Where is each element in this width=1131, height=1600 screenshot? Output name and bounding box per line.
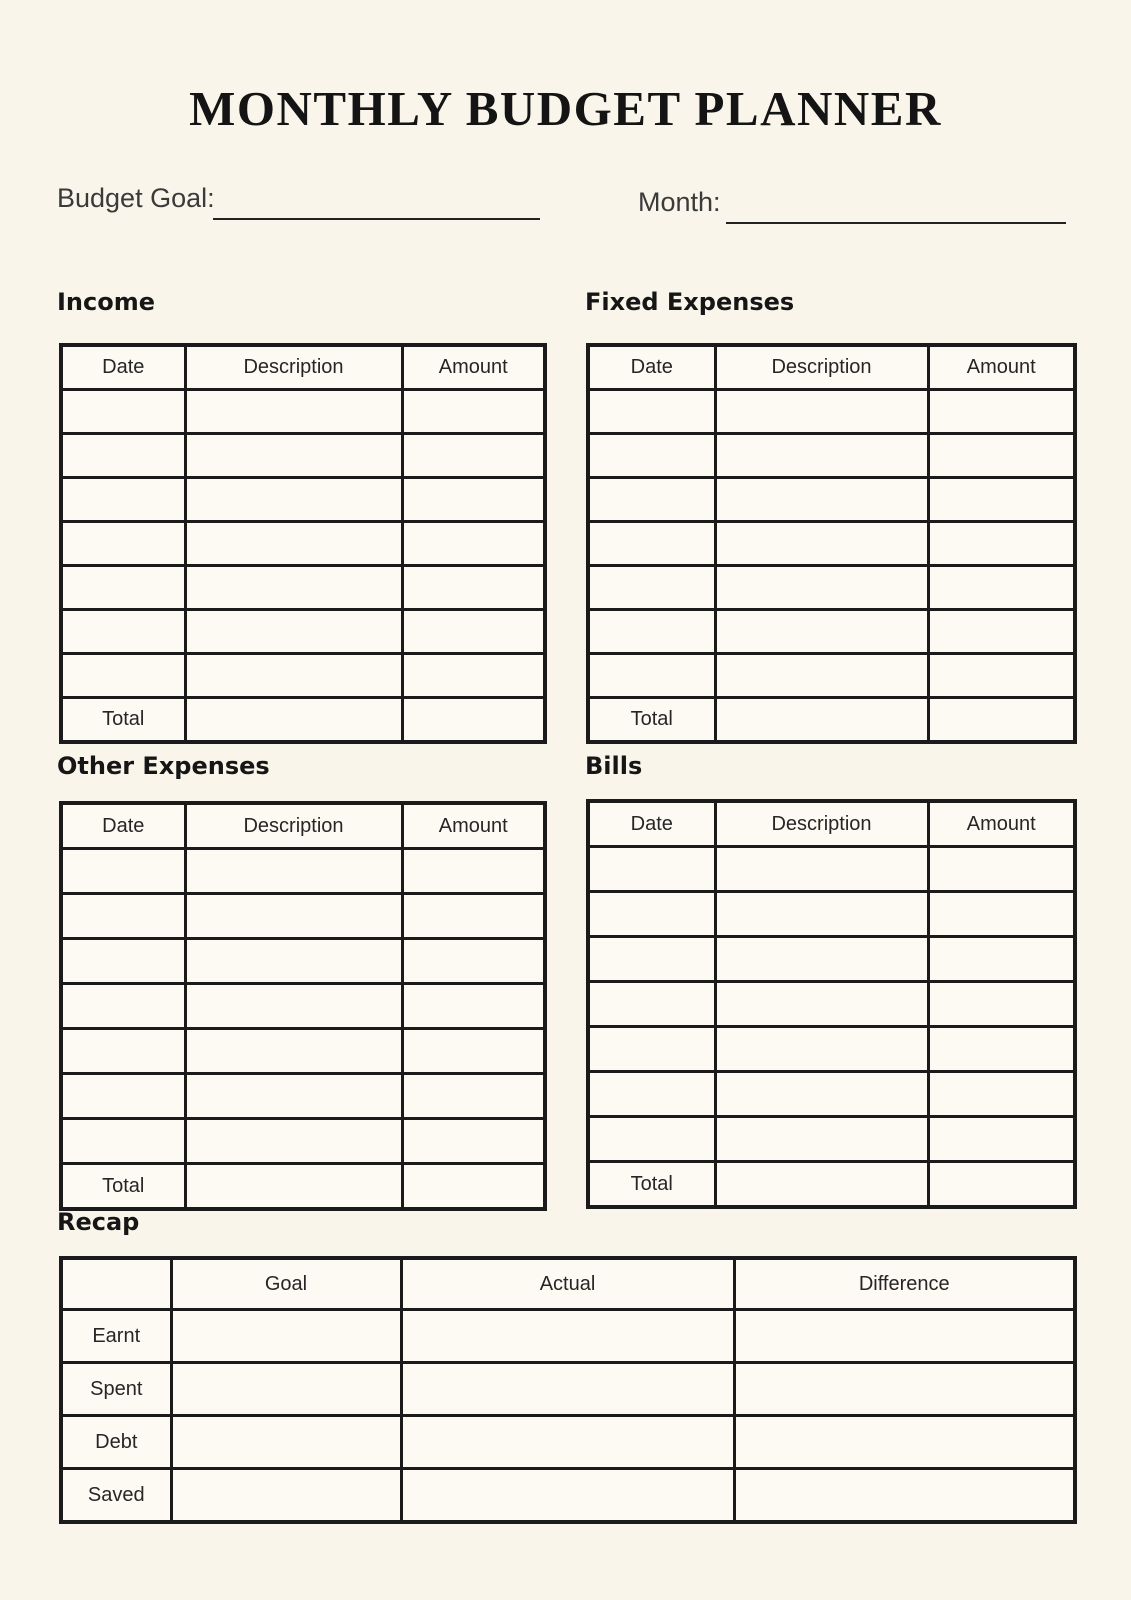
date-column-header: Date bbox=[61, 345, 185, 390]
date-cell[interactable] bbox=[61, 610, 185, 654]
bills-table bbox=[586, 799, 1077, 1209]
description-cell[interactable] bbox=[185, 1029, 402, 1074]
actual-cell[interactable] bbox=[401, 1363, 734, 1416]
recap-row-label: Spent bbox=[61, 1363, 171, 1416]
date-cell[interactable] bbox=[61, 939, 185, 984]
table-row bbox=[588, 566, 1075, 610]
description-cell[interactable] bbox=[715, 1027, 928, 1072]
recap-row-saved bbox=[61, 1469, 1075, 1523]
total-amount-cell[interactable] bbox=[402, 698, 545, 743]
amount-cell[interactable] bbox=[928, 847, 1075, 892]
date-cell[interactable] bbox=[61, 434, 185, 478]
description-cell[interactable] bbox=[185, 434, 402, 478]
date-cell[interactable] bbox=[61, 522, 185, 566]
page-title: MONTHLY BUDGET PLANNER bbox=[189, 81, 942, 136]
table-row bbox=[61, 478, 545, 522]
table-row bbox=[61, 390, 545, 434]
date-cell[interactable] bbox=[588, 654, 715, 698]
table-row bbox=[61, 434, 545, 478]
description-cell[interactable] bbox=[185, 1074, 402, 1119]
table-row bbox=[61, 939, 545, 984]
date-cell[interactable] bbox=[588, 892, 715, 937]
description-cell[interactable] bbox=[715, 847, 928, 892]
amount-cell[interactable] bbox=[928, 522, 1075, 566]
goal-cell[interactable] bbox=[171, 1363, 401, 1416]
section-title-recap: Recap bbox=[57, 1208, 140, 1236]
amount-cell[interactable] bbox=[402, 654, 545, 698]
date-cell[interactable] bbox=[588, 847, 715, 892]
date-cell[interactable] bbox=[61, 478, 185, 522]
description-cell[interactable] bbox=[185, 894, 402, 939]
amount-cell[interactable] bbox=[928, 982, 1075, 1027]
description-cell[interactable] bbox=[185, 849, 402, 894]
amount-cell[interactable] bbox=[402, 1074, 545, 1119]
goal-cell[interactable] bbox=[171, 1416, 401, 1469]
total-row bbox=[61, 1164, 545, 1210]
recap-row-label: Earnt bbox=[61, 1310, 171, 1363]
total-row bbox=[61, 698, 545, 743]
recap-row-earnt bbox=[61, 1310, 1075, 1363]
amount-cell[interactable] bbox=[402, 610, 545, 654]
table-row bbox=[61, 894, 545, 939]
date-cell[interactable] bbox=[588, 390, 715, 434]
section-title-income: Income bbox=[57, 288, 156, 316]
table-row bbox=[61, 1074, 545, 1119]
total-description-cell[interactable] bbox=[715, 698, 928, 743]
description-cell[interactable] bbox=[185, 984, 402, 1029]
section-title-bills: Bills bbox=[585, 752, 643, 780]
description-cell[interactable] bbox=[715, 566, 928, 610]
description-column-header: Description bbox=[185, 803, 402, 849]
amount-column-header: Amount bbox=[928, 801, 1075, 847]
description-cell[interactable] bbox=[185, 939, 402, 984]
table-row bbox=[588, 937, 1075, 982]
amount-column-header: Amount bbox=[402, 345, 545, 390]
amount-cell[interactable] bbox=[928, 937, 1075, 982]
actual-cell[interactable] bbox=[401, 1469, 734, 1523]
amount-cell[interactable] bbox=[928, 610, 1075, 654]
table-row bbox=[588, 522, 1075, 566]
amount-cell[interactable] bbox=[402, 939, 545, 984]
difference-column-header: Difference bbox=[734, 1258, 1075, 1310]
table-row bbox=[588, 434, 1075, 478]
table-row bbox=[588, 1117, 1075, 1162]
amount-cell[interactable] bbox=[402, 894, 545, 939]
table-row bbox=[588, 892, 1075, 937]
actual-cell[interactable] bbox=[401, 1310, 734, 1363]
date-cell[interactable] bbox=[588, 434, 715, 478]
month-field[interactable] bbox=[726, 190, 1066, 224]
amount-cell[interactable] bbox=[928, 1027, 1075, 1072]
description-cell[interactable] bbox=[715, 1072, 928, 1117]
recap-corner-cell bbox=[61, 1258, 171, 1310]
actual-cell[interactable] bbox=[401, 1416, 734, 1469]
description-column-header: Description bbox=[185, 345, 402, 390]
amount-cell[interactable] bbox=[928, 1072, 1075, 1117]
fixed-expenses-table bbox=[586, 343, 1077, 744]
description-cell[interactable] bbox=[715, 610, 928, 654]
recap-table bbox=[59, 1256, 1077, 1524]
date-cell[interactable] bbox=[61, 894, 185, 939]
difference-cell[interactable] bbox=[734, 1363, 1075, 1416]
description-column-header: Description bbox=[715, 345, 928, 390]
difference-cell[interactable] bbox=[734, 1310, 1075, 1363]
date-cell[interactable] bbox=[588, 1027, 715, 1072]
table-row bbox=[61, 849, 545, 894]
date-cell[interactable] bbox=[588, 478, 715, 522]
table-row bbox=[61, 984, 545, 1029]
amount-cell[interactable] bbox=[928, 566, 1075, 610]
description-cell[interactable] bbox=[715, 937, 928, 982]
date-cell[interactable] bbox=[61, 654, 185, 698]
description-cell[interactable] bbox=[715, 654, 928, 698]
date-cell[interactable] bbox=[588, 1072, 715, 1117]
table-row bbox=[588, 610, 1075, 654]
amount-cell[interactable] bbox=[402, 566, 545, 610]
date-cell[interactable] bbox=[61, 390, 185, 434]
total-amount-cell[interactable] bbox=[928, 698, 1075, 743]
actual-column-header: Actual bbox=[401, 1258, 734, 1310]
date-cell[interactable] bbox=[61, 566, 185, 610]
description-cell[interactable] bbox=[185, 478, 402, 522]
description-cell[interactable] bbox=[715, 892, 928, 937]
table-row bbox=[588, 982, 1075, 1027]
total-label: Total bbox=[588, 698, 715, 743]
amount-cell[interactable] bbox=[402, 434, 545, 478]
goal-column-header: Goal bbox=[171, 1258, 401, 1310]
recap-header-row bbox=[61, 1258, 1075, 1310]
table-header-row bbox=[588, 801, 1075, 847]
table-header-row bbox=[588, 345, 1075, 390]
difference-cell[interactable] bbox=[734, 1469, 1075, 1523]
description-cell[interactable] bbox=[715, 390, 928, 434]
amount-cell[interactable] bbox=[928, 478, 1075, 522]
date-column-header: Date bbox=[588, 801, 715, 847]
date-cell[interactable] bbox=[588, 610, 715, 654]
table-row bbox=[588, 478, 1075, 522]
description-cell[interactable] bbox=[185, 522, 402, 566]
total-description-cell[interactable] bbox=[185, 698, 402, 743]
total-row bbox=[588, 1162, 1075, 1208]
total-label: Total bbox=[588, 1162, 715, 1208]
description-cell[interactable] bbox=[715, 478, 928, 522]
table-row bbox=[588, 1072, 1075, 1117]
date-cell[interactable] bbox=[61, 1074, 185, 1119]
date-column-header: Date bbox=[588, 345, 715, 390]
total-amount-cell[interactable] bbox=[402, 1164, 545, 1210]
description-cell[interactable] bbox=[185, 566, 402, 610]
date-cell[interactable] bbox=[588, 982, 715, 1027]
section-title-fixed-expenses: Fixed Expenses bbox=[585, 288, 795, 316]
total-amount-cell[interactable] bbox=[928, 1162, 1075, 1208]
table-row bbox=[588, 1027, 1075, 1072]
amount-column-header: Amount bbox=[928, 345, 1075, 390]
amount-cell[interactable] bbox=[928, 892, 1075, 937]
amount-cell[interactable] bbox=[402, 522, 545, 566]
amount-column-header: Amount bbox=[402, 803, 545, 849]
difference-cell[interactable] bbox=[734, 1416, 1075, 1469]
description-cell[interactable] bbox=[185, 654, 402, 698]
recap-row-spent bbox=[61, 1363, 1075, 1416]
amount-cell[interactable] bbox=[402, 1029, 545, 1074]
description-column-header: Description bbox=[715, 801, 928, 847]
description-cell[interactable] bbox=[185, 390, 402, 434]
table-row bbox=[61, 1029, 545, 1074]
table-row bbox=[61, 522, 545, 566]
amount-cell[interactable] bbox=[928, 1117, 1075, 1162]
month-label: Month: bbox=[638, 187, 721, 217]
description-cell[interactable] bbox=[715, 522, 928, 566]
table-row bbox=[61, 1119, 545, 1164]
date-column-header: Date bbox=[61, 803, 185, 849]
budget-goal-field[interactable] bbox=[213, 186, 540, 220]
date-cell[interactable] bbox=[61, 849, 185, 894]
total-label: Total bbox=[61, 1164, 185, 1210]
amount-cell[interactable] bbox=[402, 849, 545, 894]
date-cell[interactable] bbox=[588, 522, 715, 566]
amount-cell[interactable] bbox=[928, 654, 1075, 698]
income-table bbox=[59, 343, 547, 744]
date-cell[interactable] bbox=[588, 566, 715, 610]
recap-row-label: Debt bbox=[61, 1416, 171, 1469]
total-description-cell[interactable] bbox=[715, 1162, 928, 1208]
description-cell[interactable] bbox=[185, 1119, 402, 1164]
table-row bbox=[61, 566, 545, 610]
date-cell[interactable] bbox=[588, 1117, 715, 1162]
table-row bbox=[588, 654, 1075, 698]
table-row bbox=[588, 390, 1075, 434]
table-header-row bbox=[61, 803, 545, 849]
amount-cell[interactable] bbox=[402, 478, 545, 522]
table-header-row bbox=[61, 345, 545, 390]
goal-cell[interactable] bbox=[171, 1310, 401, 1363]
date-cell[interactable] bbox=[61, 984, 185, 1029]
amount-cell[interactable] bbox=[402, 390, 545, 434]
amount-cell[interactable] bbox=[402, 984, 545, 1029]
description-cell[interactable] bbox=[715, 1117, 928, 1162]
section-title-other-expenses: Other Expenses bbox=[57, 752, 270, 780]
date-cell[interactable] bbox=[588, 937, 715, 982]
date-cell[interactable] bbox=[61, 1029, 185, 1074]
total-description-cell[interactable] bbox=[185, 1164, 402, 1210]
budget-goal-label: Budget Goal: bbox=[57, 183, 215, 213]
amount-cell[interactable] bbox=[928, 390, 1075, 434]
description-cell[interactable] bbox=[185, 610, 402, 654]
recap-row-label: Saved bbox=[61, 1469, 171, 1523]
recap-row-debt bbox=[61, 1416, 1075, 1469]
amount-cell[interactable] bbox=[402, 1119, 545, 1164]
description-cell[interactable] bbox=[715, 434, 928, 478]
table-row bbox=[588, 847, 1075, 892]
total-row bbox=[588, 698, 1075, 743]
other-expenses-table bbox=[59, 801, 547, 1211]
table-row bbox=[61, 654, 545, 698]
description-cell[interactable] bbox=[715, 982, 928, 1027]
goal-cell[interactable] bbox=[171, 1469, 401, 1523]
amount-cell[interactable] bbox=[928, 434, 1075, 478]
total-label: Total bbox=[61, 698, 185, 743]
date-cell[interactable] bbox=[61, 1119, 185, 1164]
table-row bbox=[61, 610, 545, 654]
